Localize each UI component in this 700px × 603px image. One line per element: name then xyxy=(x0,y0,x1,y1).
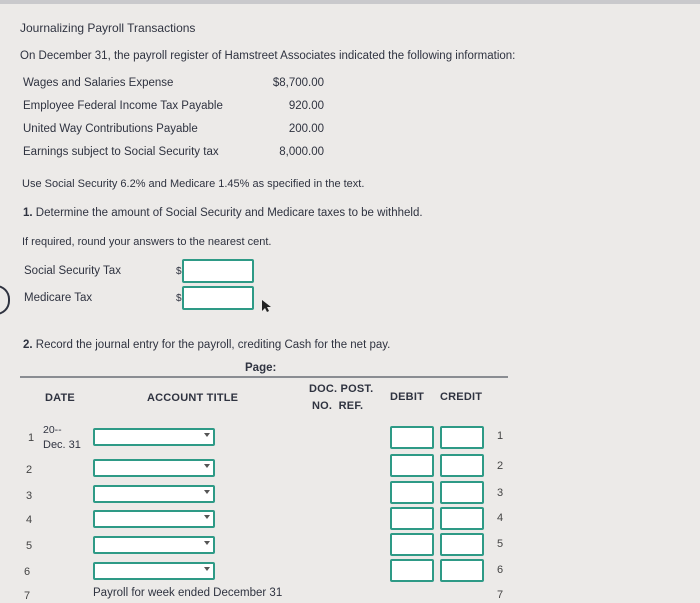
credit-input[interactable] xyxy=(440,426,484,449)
row-number: 5 xyxy=(26,540,33,552)
chevron-down-icon xyxy=(204,464,210,468)
medicare-label: Medicare Tax xyxy=(24,292,93,304)
account-select[interactable] xyxy=(93,562,215,580)
medicare-tax-input[interactable] xyxy=(182,286,254,310)
debit-input[interactable] xyxy=(390,454,434,477)
social-security-label: Social Security Tax xyxy=(24,265,121,277)
header-date: DATE xyxy=(45,392,75,404)
focus-bracket xyxy=(0,285,10,315)
account-label: United Way Contributions Payable xyxy=(23,123,198,135)
row-number: 6 xyxy=(497,564,504,576)
row-number: 1 xyxy=(28,432,35,444)
top-divider xyxy=(0,0,700,4)
account-amount: 8,000.00 xyxy=(279,146,324,158)
row-number: 2 xyxy=(497,460,504,472)
header-credit: CREDIT xyxy=(440,391,483,403)
account-amount: 200.00 xyxy=(288,123,324,135)
debit-input[interactable] xyxy=(390,507,434,530)
row-number: 5 xyxy=(497,538,504,550)
header-doc-post: DOC. POST. xyxy=(309,383,374,395)
header-account-title: ACCOUNT TITLE xyxy=(147,392,239,404)
chevron-down-icon xyxy=(204,490,210,494)
credit-input[interactable] xyxy=(440,454,484,477)
account-select[interactable] xyxy=(93,459,215,477)
rate-note: Use Social Security 6.2% and Medicare 1.45% as specified in the text. xyxy=(22,178,365,190)
question-1 xyxy=(23,207,423,219)
date-value: Dec. 31 xyxy=(43,439,81,451)
account-amount: $8,700.00 xyxy=(272,77,324,89)
row-number: 4 xyxy=(26,514,33,526)
row-number: 6 xyxy=(24,566,31,578)
question-2-text: Record the journal entry for the payroll, crediting Cash for the net pay. xyxy=(35,339,391,351)
debit-input[interactable] xyxy=(390,533,434,556)
account-amount: 920.00 xyxy=(288,100,324,112)
credit-input[interactable] xyxy=(440,559,484,582)
question-1-text: Determine the amount of Social Security and Medicare taxes to be withheld. xyxy=(35,207,423,219)
chevron-down-icon xyxy=(204,515,210,519)
chevron-down-icon xyxy=(204,567,210,571)
header-no-ref: NO. REF. xyxy=(312,400,364,412)
entry-description: Payroll for week ended December 31 xyxy=(93,587,283,599)
currency-symbol: $ xyxy=(176,293,182,304)
chevron-down-icon xyxy=(204,433,210,437)
intro-text: On December 31, the payroll register of Hamstreet Associates indicated the following information: xyxy=(20,50,516,62)
credit-input[interactable] xyxy=(440,533,484,556)
account-select[interactable] xyxy=(93,510,215,528)
page-title: Journalizing Payroll Transactions xyxy=(20,21,196,35)
question-2-number: 2. xyxy=(23,339,33,351)
journal-page-label: Page: xyxy=(245,362,277,374)
debit-input[interactable] xyxy=(390,481,434,504)
account-label: Employee Federal Income Tax Payable xyxy=(23,100,223,112)
row-number: 2 xyxy=(26,464,33,476)
credit-input[interactable] xyxy=(440,507,484,530)
currency-symbol: $ xyxy=(176,266,182,277)
rounding-note: If required, round your answers to the nearest cent. xyxy=(22,236,272,248)
account-select[interactable] xyxy=(93,536,215,554)
account-label: Earnings subject to Social Security tax xyxy=(23,146,219,158)
account-select[interactable] xyxy=(93,485,215,503)
row-number: 3 xyxy=(497,487,504,499)
account-select[interactable] xyxy=(93,428,215,446)
row-number: 3 xyxy=(26,490,33,502)
row-number: 7 xyxy=(497,589,504,601)
row-number: 4 xyxy=(497,512,504,524)
credit-input[interactable] xyxy=(440,481,484,504)
account-label: Wages and Salaries Expense xyxy=(23,77,174,89)
header-debit: DEBIT xyxy=(390,391,424,403)
question-1-number: 1. xyxy=(23,207,33,219)
chevron-down-icon xyxy=(204,541,210,545)
mouse-cursor-icon xyxy=(261,299,271,313)
date-year: 20-- xyxy=(43,424,62,436)
social-security-tax-input[interactable] xyxy=(182,259,254,283)
debit-input[interactable] xyxy=(390,559,434,582)
row-number: 7 xyxy=(24,590,31,602)
row-number: 1 xyxy=(497,430,504,442)
journal-top-rule xyxy=(20,376,508,378)
question-2 xyxy=(23,339,390,351)
debit-input[interactable] xyxy=(390,426,434,449)
